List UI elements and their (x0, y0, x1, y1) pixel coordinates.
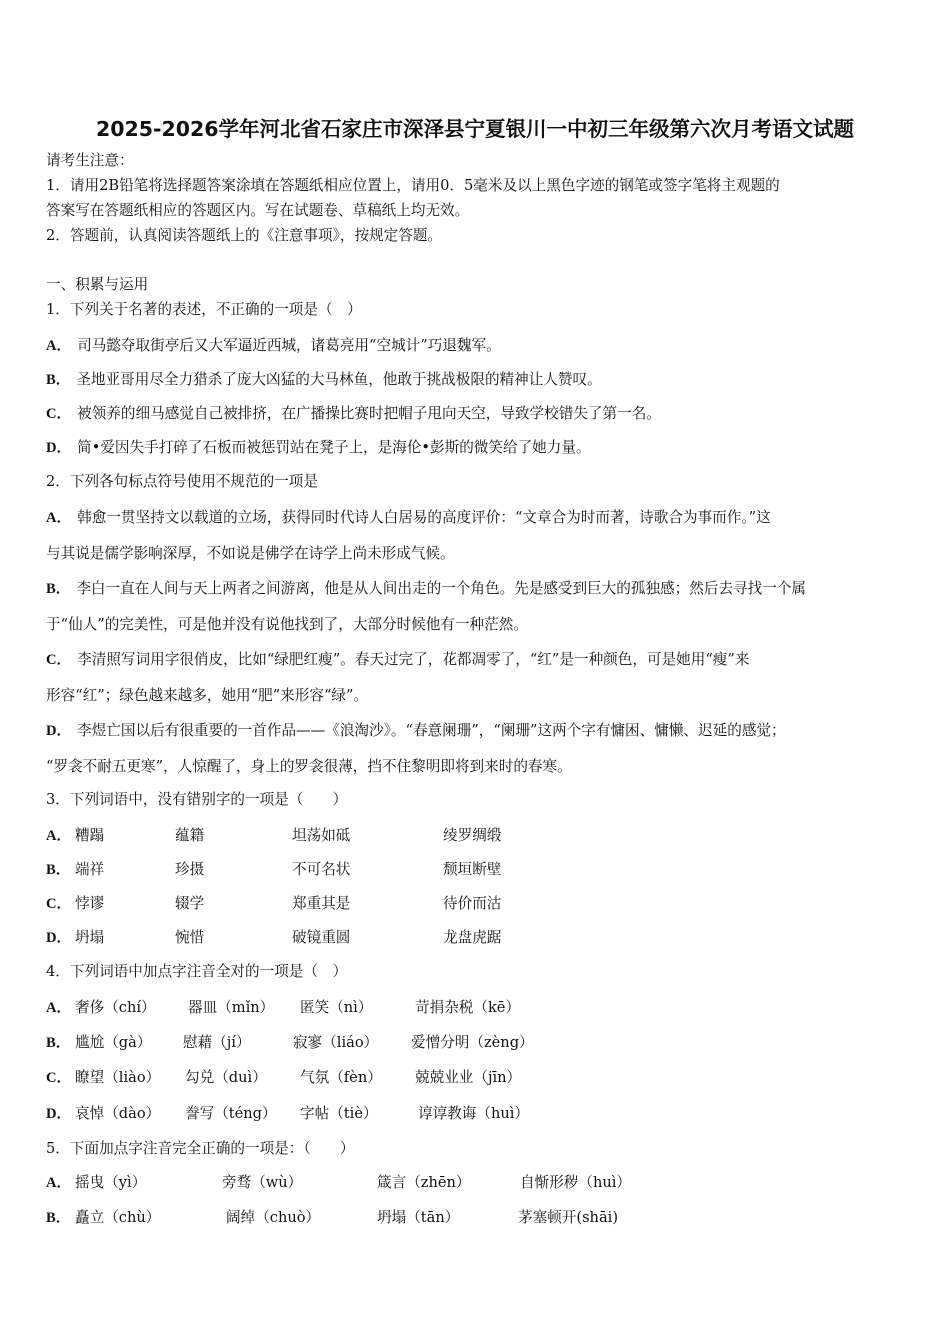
option-label: B． (46, 1035, 71, 1051)
option-word: 字帖（tiè） (300, 1105, 378, 1122)
option-word: 绫罗绸缎 (443, 827, 502, 844)
option-word: 奢侈（chí） (75, 999, 156, 1016)
option-label: A． (46, 510, 72, 526)
option-word: 郑重其是 (292, 895, 351, 912)
section-heading: 一、积累与运用 (46, 276, 149, 293)
option-label: D． (46, 1106, 72, 1122)
question-2-option-b-cont: 于“仙人”的完美性，可是他并没有说他找到了，大部分时候他有一种茫然。 (46, 616, 528, 633)
page-title: 2025-2026学年河北省石家庄市深泽县宁夏银川一中初三年级第六次月考语文试题 (95, 117, 855, 141)
question-2-option-d (46, 724, 786, 739)
option-word: 坍塌 (75, 929, 105, 946)
option-label: B． (46, 1210, 71, 1226)
option-label: D． (46, 930, 72, 946)
question-3-stem: 3．下列词语中，没有错别字的一项是（ ） (46, 791, 348, 808)
option-word: 寂寥（liáo） (293, 1034, 379, 1051)
option-text: 李白一直在人间与天上两者之间游离，他是从人间出走的一个角色。先是感受到巨大的孤独感；然后去寻找一个属 (76, 580, 807, 597)
option-text: 李煜亡国以后有很重要的一首作品——《浪淘沙》。“春意阑珊”，“阑珊”这两个字有慵困、慵懒、迟延的感觉； (77, 722, 786, 739)
option-word: 不可名状 (292, 861, 351, 878)
option-text: 韩愈一贯坚持文以载道的立场，获得同时代诗人白居易的高度评价：“文章合为时而著，诗歌合为事而作。”这 (77, 509, 771, 526)
question-1-option-a (46, 339, 501, 354)
option-label: D． (46, 440, 72, 456)
option-label: B． (46, 862, 71, 878)
option-text: 司马懿夺取街亭后又大军逼近西城，诸葛亮用“空城计”巧退魏军。 (77, 337, 501, 354)
option-word: 谆谆教诲（huì） (418, 1105, 530, 1122)
option-word: 箴言（zhēn） (377, 1174, 471, 1191)
option-word: 坍塌（tān） (377, 1209, 460, 1226)
option-word: 兢兢业业（jīn） (415, 1069, 522, 1086)
option-word: 器皿（mǐn） (188, 999, 275, 1016)
question-4-stem: 4．下列词语中加点字注音全对的一项是（ ） (46, 963, 348, 980)
notice-line-2: 2．答题前，认真阅读答题纸上的《注意事项》，按规定答题。 (46, 227, 443, 244)
option-label: C． (46, 652, 72, 668)
option-word: 摇曳（yì） (75, 1174, 147, 1191)
option-word: 哀悼（dào） (75, 1105, 161, 1122)
option-word: 悖谬 (75, 895, 105, 912)
option-word: 珍摄 (175, 861, 205, 878)
question-2-option-c (46, 653, 749, 668)
notice-heading: 请考生注意： (46, 152, 134, 169)
option-word: 匿笑（nì） (300, 999, 373, 1016)
option-text: 圣地亚哥用尽全力猎杀了庞大凶猛的大马林鱼，他敢于挑战极限的精神让人赞叹。 (76, 371, 602, 388)
option-label: A． (46, 1000, 72, 1016)
option-label: B． (46, 581, 71, 597)
question-2-option-a-cont: 与其说是儒学影响深厚，不如说是佛学在诗学上尚未形成气候。 (46, 545, 455, 562)
option-label: A． (46, 828, 72, 844)
option-word: 慰藉（jí） (183, 1034, 251, 1051)
option-word: 誊写（téng） (185, 1105, 277, 1122)
question-1-option-c (46, 407, 661, 422)
option-word: 矗立（chù） (75, 1209, 161, 1226)
option-label: A． (46, 338, 72, 354)
option-word: 坦荡如砥 (292, 827, 351, 844)
question-2-option-a (46, 511, 771, 526)
question-1-option-d (46, 441, 591, 456)
option-word: 惋惜 (175, 929, 205, 946)
option-text: 李清照写词用字很俏皮，比如“绿肥红瘦”。春天过完了，花都凋零了，“红”是一种颜色，可是她用“瘦”来 (77, 651, 750, 668)
option-word: 瞭望（liào） (75, 1069, 161, 1086)
option-word: 端祥 (75, 861, 105, 878)
option-word: 勾兑（duì） (185, 1069, 267, 1086)
option-label: C． (46, 406, 72, 422)
option-word: 龙盘虎踞 (443, 929, 502, 946)
option-word: 爱憎分明（zèng） (411, 1034, 534, 1051)
question-2-option-c-cont: 形容“红”；绿色越来越多，她用“肥”来形容“绿”。 (46, 687, 369, 704)
option-word: 蕴籍 (175, 827, 205, 844)
question-2-option-d-cont: “罗衾不耐五更寒”，人惊醒了，身上的罗衾很薄，挡不住黎明即将到来时的春寒。 (46, 758, 572, 775)
option-word: 糟蹋 (75, 827, 105, 844)
question-1-stem: 1．下列关于名著的表述，不正确的一项是（ ） (46, 301, 362, 318)
option-label: C． (46, 896, 72, 912)
option-word: 苛捐杂税（kē） (415, 999, 521, 1016)
notice-line-1b: 答案写在答题纸相应的答题区内。写在试题卷、草稿纸上均无效。 (46, 202, 470, 219)
notice-line-1: 1．请用2B铅笔将选择题答案涂填在答题纸相应位置上，请用0．5毫米及以上黑色字迹的钢笔或签字笔将主观题的 (46, 177, 780, 194)
option-word: 自惭形秽（huì） (520, 1174, 632, 1191)
option-label: C． (46, 1070, 72, 1086)
option-word: 尴尬（gà） (75, 1034, 152, 1051)
question-5-stem: 5．下面加点字注音完全正确的一项是：（ ） (46, 1140, 355, 1157)
question-2-stem: 2．下列各句标点符号使用不规范的一项是 (46, 473, 318, 490)
question-1-option-b (46, 373, 602, 388)
option-label: B． (46, 372, 71, 388)
option-word: 待价而沽 (443, 895, 502, 912)
option-word: 阔绰（chuò） (226, 1209, 321, 1226)
option-word: 辍学 (175, 895, 205, 912)
question-2-option-b (46, 582, 806, 597)
option-word: 气氛（fèn） (300, 1069, 382, 1086)
option-label: D． (46, 723, 72, 739)
option-word: 旁骛（wù） (222, 1174, 303, 1191)
option-word: 茅塞顿开(shāi) (518, 1209, 619, 1226)
option-text: 被领养的细马感觉自己被排挤，在广播操比赛时把帽子甩向天空，导致学校错失了第一名。 (77, 405, 661, 422)
option-label: A． (46, 1175, 72, 1191)
option-word: 颓垣断壁 (443, 861, 502, 878)
option-word: 破镜重圆 (292, 929, 351, 946)
option-text: 简•爱因失手打碎了石板而被惩罚站在凳子上，是海伦•彭斯的微笑给了她力量。 (77, 439, 591, 456)
